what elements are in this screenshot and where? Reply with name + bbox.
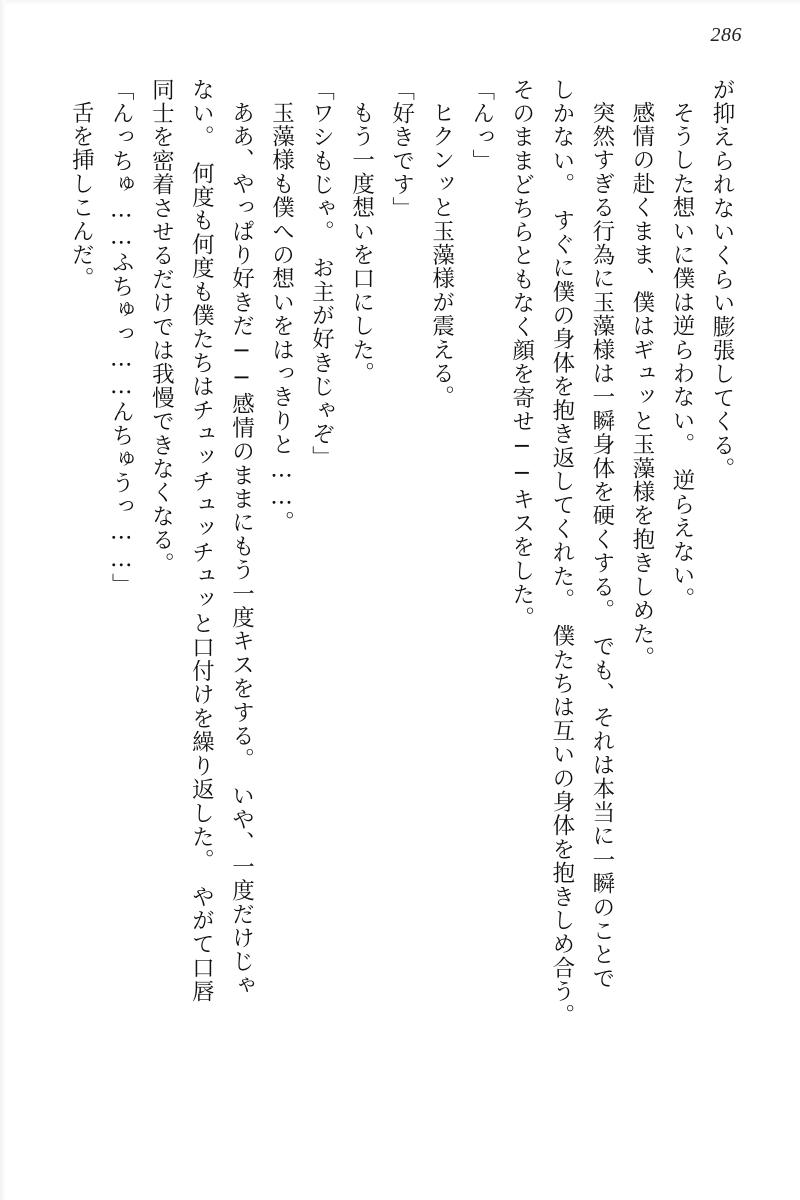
page-left-edge-shading [0,0,6,1200]
paragraph: 「んっ」 [468,78,495,173]
paragraph: そのままどちらともなく顔を寄せ──キスをした。 [508,78,535,631]
paragraph: そうした想いに僕は逆らわない。 逆らえない。 [668,100,695,611]
paragraph: 同士を密着させるだけでは我慢できなくなる。 [148,78,175,576]
paragraph: 舌を挿しこんだ。 [68,100,95,291]
paragraph: が抑えられないくらい膨張してくる。 [709,78,735,481]
page-top-edge-shading [0,0,800,5]
paragraph: しかない。 すぐに僕の身体を抱き返してくれた。 僕たちは互いの身体を抱きしめ合う。 [548,78,575,1028]
paragraph: ない。 何度も何度も僕たちはチュッチュッチュッと口付けを繰り返した。 やがて口唇 [188,78,215,1004]
paragraph: 「ワシもじゃ。 お主が好きじゃぞ」 [308,78,335,470]
paragraph: 「好きです」 [388,78,415,221]
paragraph: 玉藻様も僕への想いをはっきりと……。 [268,100,295,535]
paragraph: 突然すぎる行為に玉藻様は一瞬身体を硬くする。 でも、それは本当に一瞬のことで [588,100,615,990]
paragraph: 感情の赴くまま、僕はギュッと玉藻様を抱きしめた。 [628,100,655,670]
paragraph: 「んっちゅ……ふちゅっ……んちゅうっ……」 [108,78,135,597]
vertical-text-body [58,78,742,1158]
paragraph: もう一度想いを口にした。 [348,100,375,385]
paragraph: ヒクンッと玉藻様が震える。 [428,100,455,409]
page-number: 286 [710,24,742,46]
paragraph: ああ、やっぱり好きだ──感情のままにもう一度キスをする。 いや、一度だけじゃ [228,100,255,997]
